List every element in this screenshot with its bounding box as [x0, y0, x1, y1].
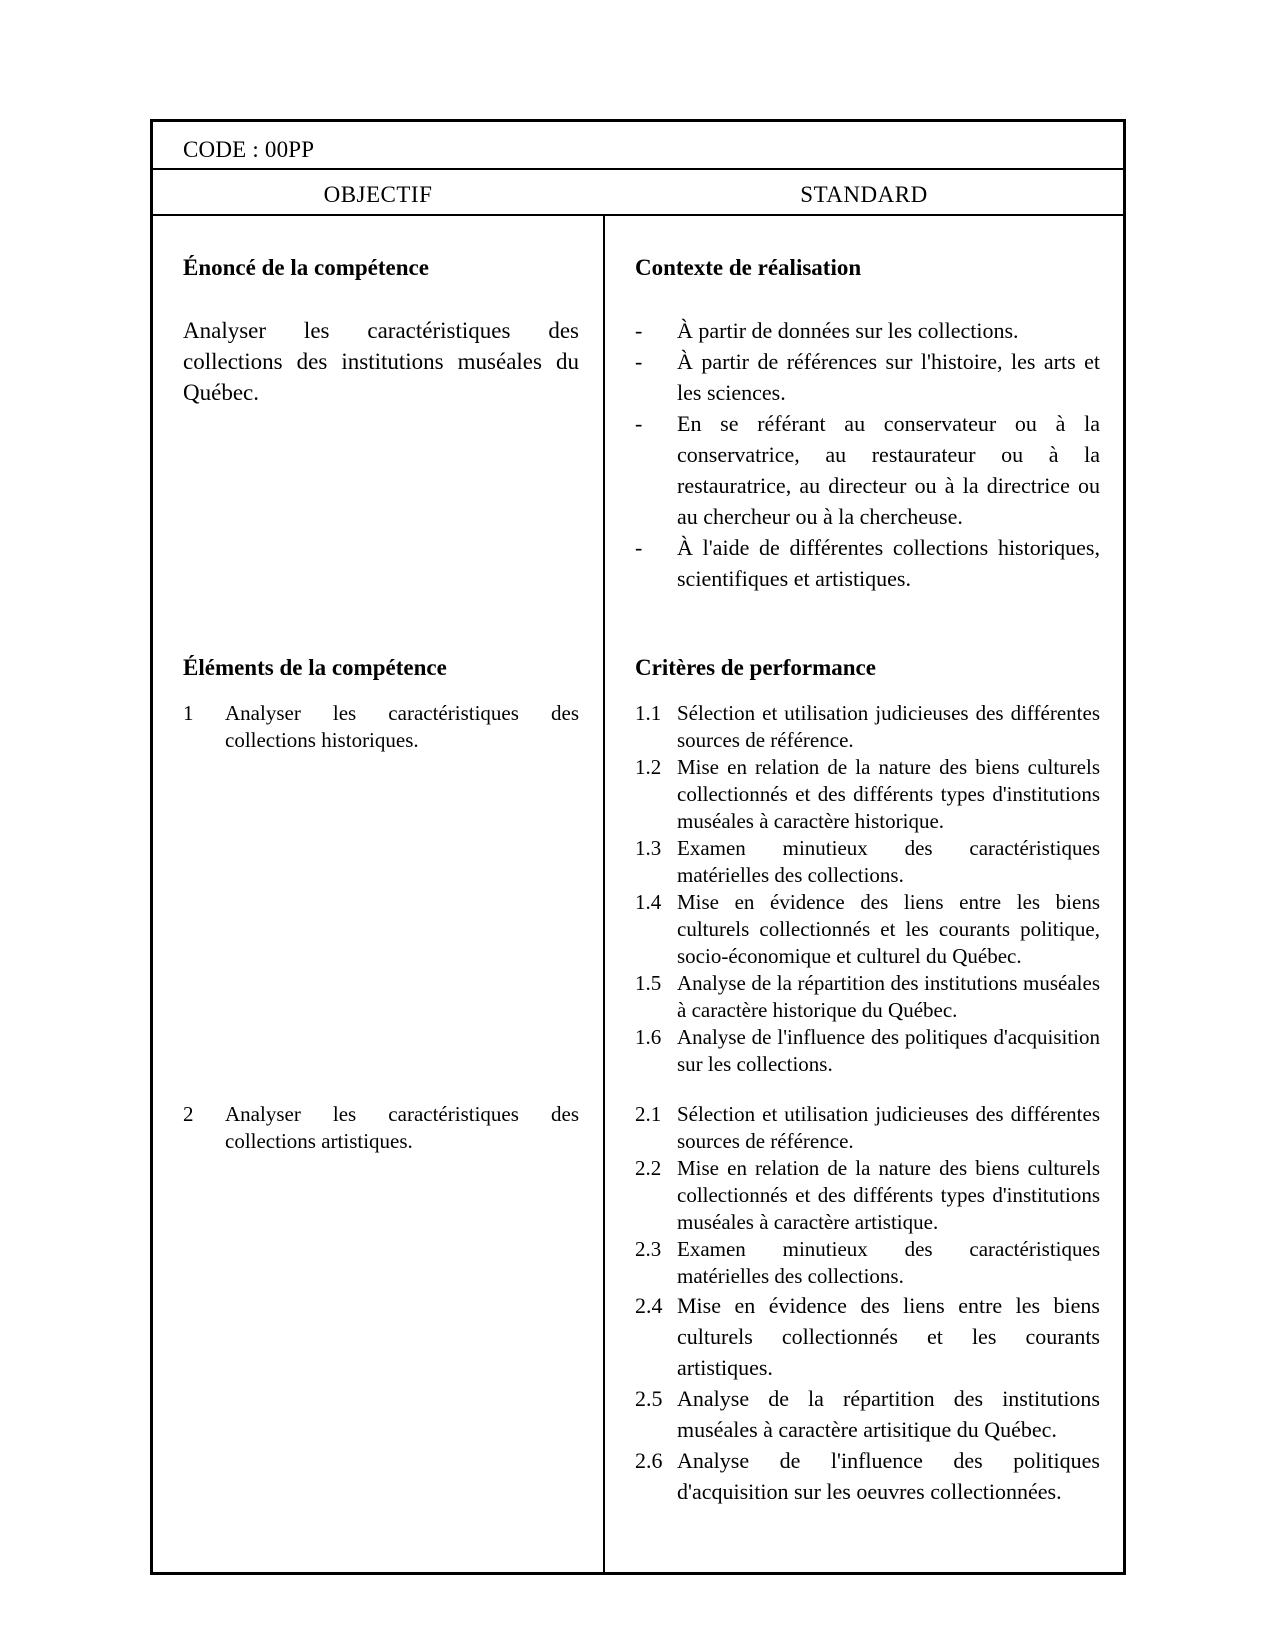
header-objectif: OBJECTIF: [323, 182, 433, 207]
critere-item: 2.6 Analyse de l'influence des politiques d'acquisition sur les oeuvres collectionnées.: [635, 1448, 1100, 1504]
elements-title: Éléments de la compétence: [183, 655, 447, 680]
critere-item: 2.5 Analyse de la répartition des institutions muséales à caractère artisitique du Québec.: [635, 1386, 1100, 1442]
contexte-list: [635, 315, 1100, 594]
column-divider: [603, 214, 605, 1572]
header-standard: STANDARD: [800, 182, 928, 207]
critere-item: 2.4 Mise en évidence des liens entre les biens culturels collectionnés et les courants artistiques.: [635, 1293, 1100, 1380]
contexte-item: - À partir de données sur les collections.: [635, 318, 1019, 343]
elements-section: [183, 655, 579, 681]
enonce-section: [183, 255, 579, 408]
divider: [153, 168, 1123, 170]
critere-item: 1.6 Analyse de l'influence des politiques d'acquisition sur les collections.: [635, 1025, 1100, 1076]
contexte-item: - À partir de références sur l'histoire, les arts et les sciences.: [635, 349, 1100, 405]
critere-item: 2.2 Mise en relation de la nature des biens culturels collectionnés et des différents types d'institutions muséales à caractère artistique.: [635, 1156, 1100, 1234]
criteres-title: Critères de performance: [635, 655, 876, 680]
criteres-group-2: [635, 1101, 1100, 1507]
contexte-item: - À l'aide de différentes collections historiques, scientifiques et artistiques.: [635, 535, 1100, 591]
critere-item: 1.1 Sélection et utilisation judicieuses des différentes sources de référence.: [635, 701, 1100, 752]
criteres-group-1: [635, 700, 1100, 1078]
divider: [153, 214, 1123, 216]
critere-item: 2.1 Sélection et utilisation judicieuses des différentes sources de référence.: [635, 1102, 1100, 1153]
element-item: 1 Analyser les caractéristiques des collections historiques.: [183, 701, 579, 752]
critere-item: 1.5 Analyse de la répartition des institutions muséales à caractère historique du Québec.: [635, 971, 1100, 1022]
enonce-text: Analyser les caractéristiques des collections des institutions muséales du Québec.: [183, 318, 579, 405]
critere-item: 2.3 Examen minutieux des caractéristiques matérielles des collections.: [635, 1237, 1100, 1288]
contexte-item: - En se référant au conservateur ou à la conservatrice, au restaurateur ou à la restauratrice, au directeur ou à la directrice ou au chercheur ou à la chercheuse.: [635, 411, 1100, 529]
competency-table: [150, 119, 1126, 1575]
critere-item: 1.3 Examen minutieux des caractéristiques matérielles des collections.: [635, 836, 1100, 887]
code-label: CODE : 00PP: [183, 137, 315, 162]
enonce-title: Énoncé de la compétence: [183, 255, 429, 280]
contexte-section: [635, 255, 1100, 594]
criteres-section: [635, 655, 1100, 681]
critere-item: 1.2 Mise en relation de la nature des biens culturels collectionnés et des différents types d'institutions muséales à caractère historique.: [635, 755, 1100, 833]
element-item: 2 Analyser les caractéristiques des collections artistiques.: [183, 1102, 579, 1153]
critere-item: 1.4 Mise en évidence des liens entre les biens culturels collectionnés et les courants politique, socio-économique et culturel du Québec.: [635, 890, 1100, 968]
contexte-title: Contexte de réalisation: [635, 255, 862, 280]
